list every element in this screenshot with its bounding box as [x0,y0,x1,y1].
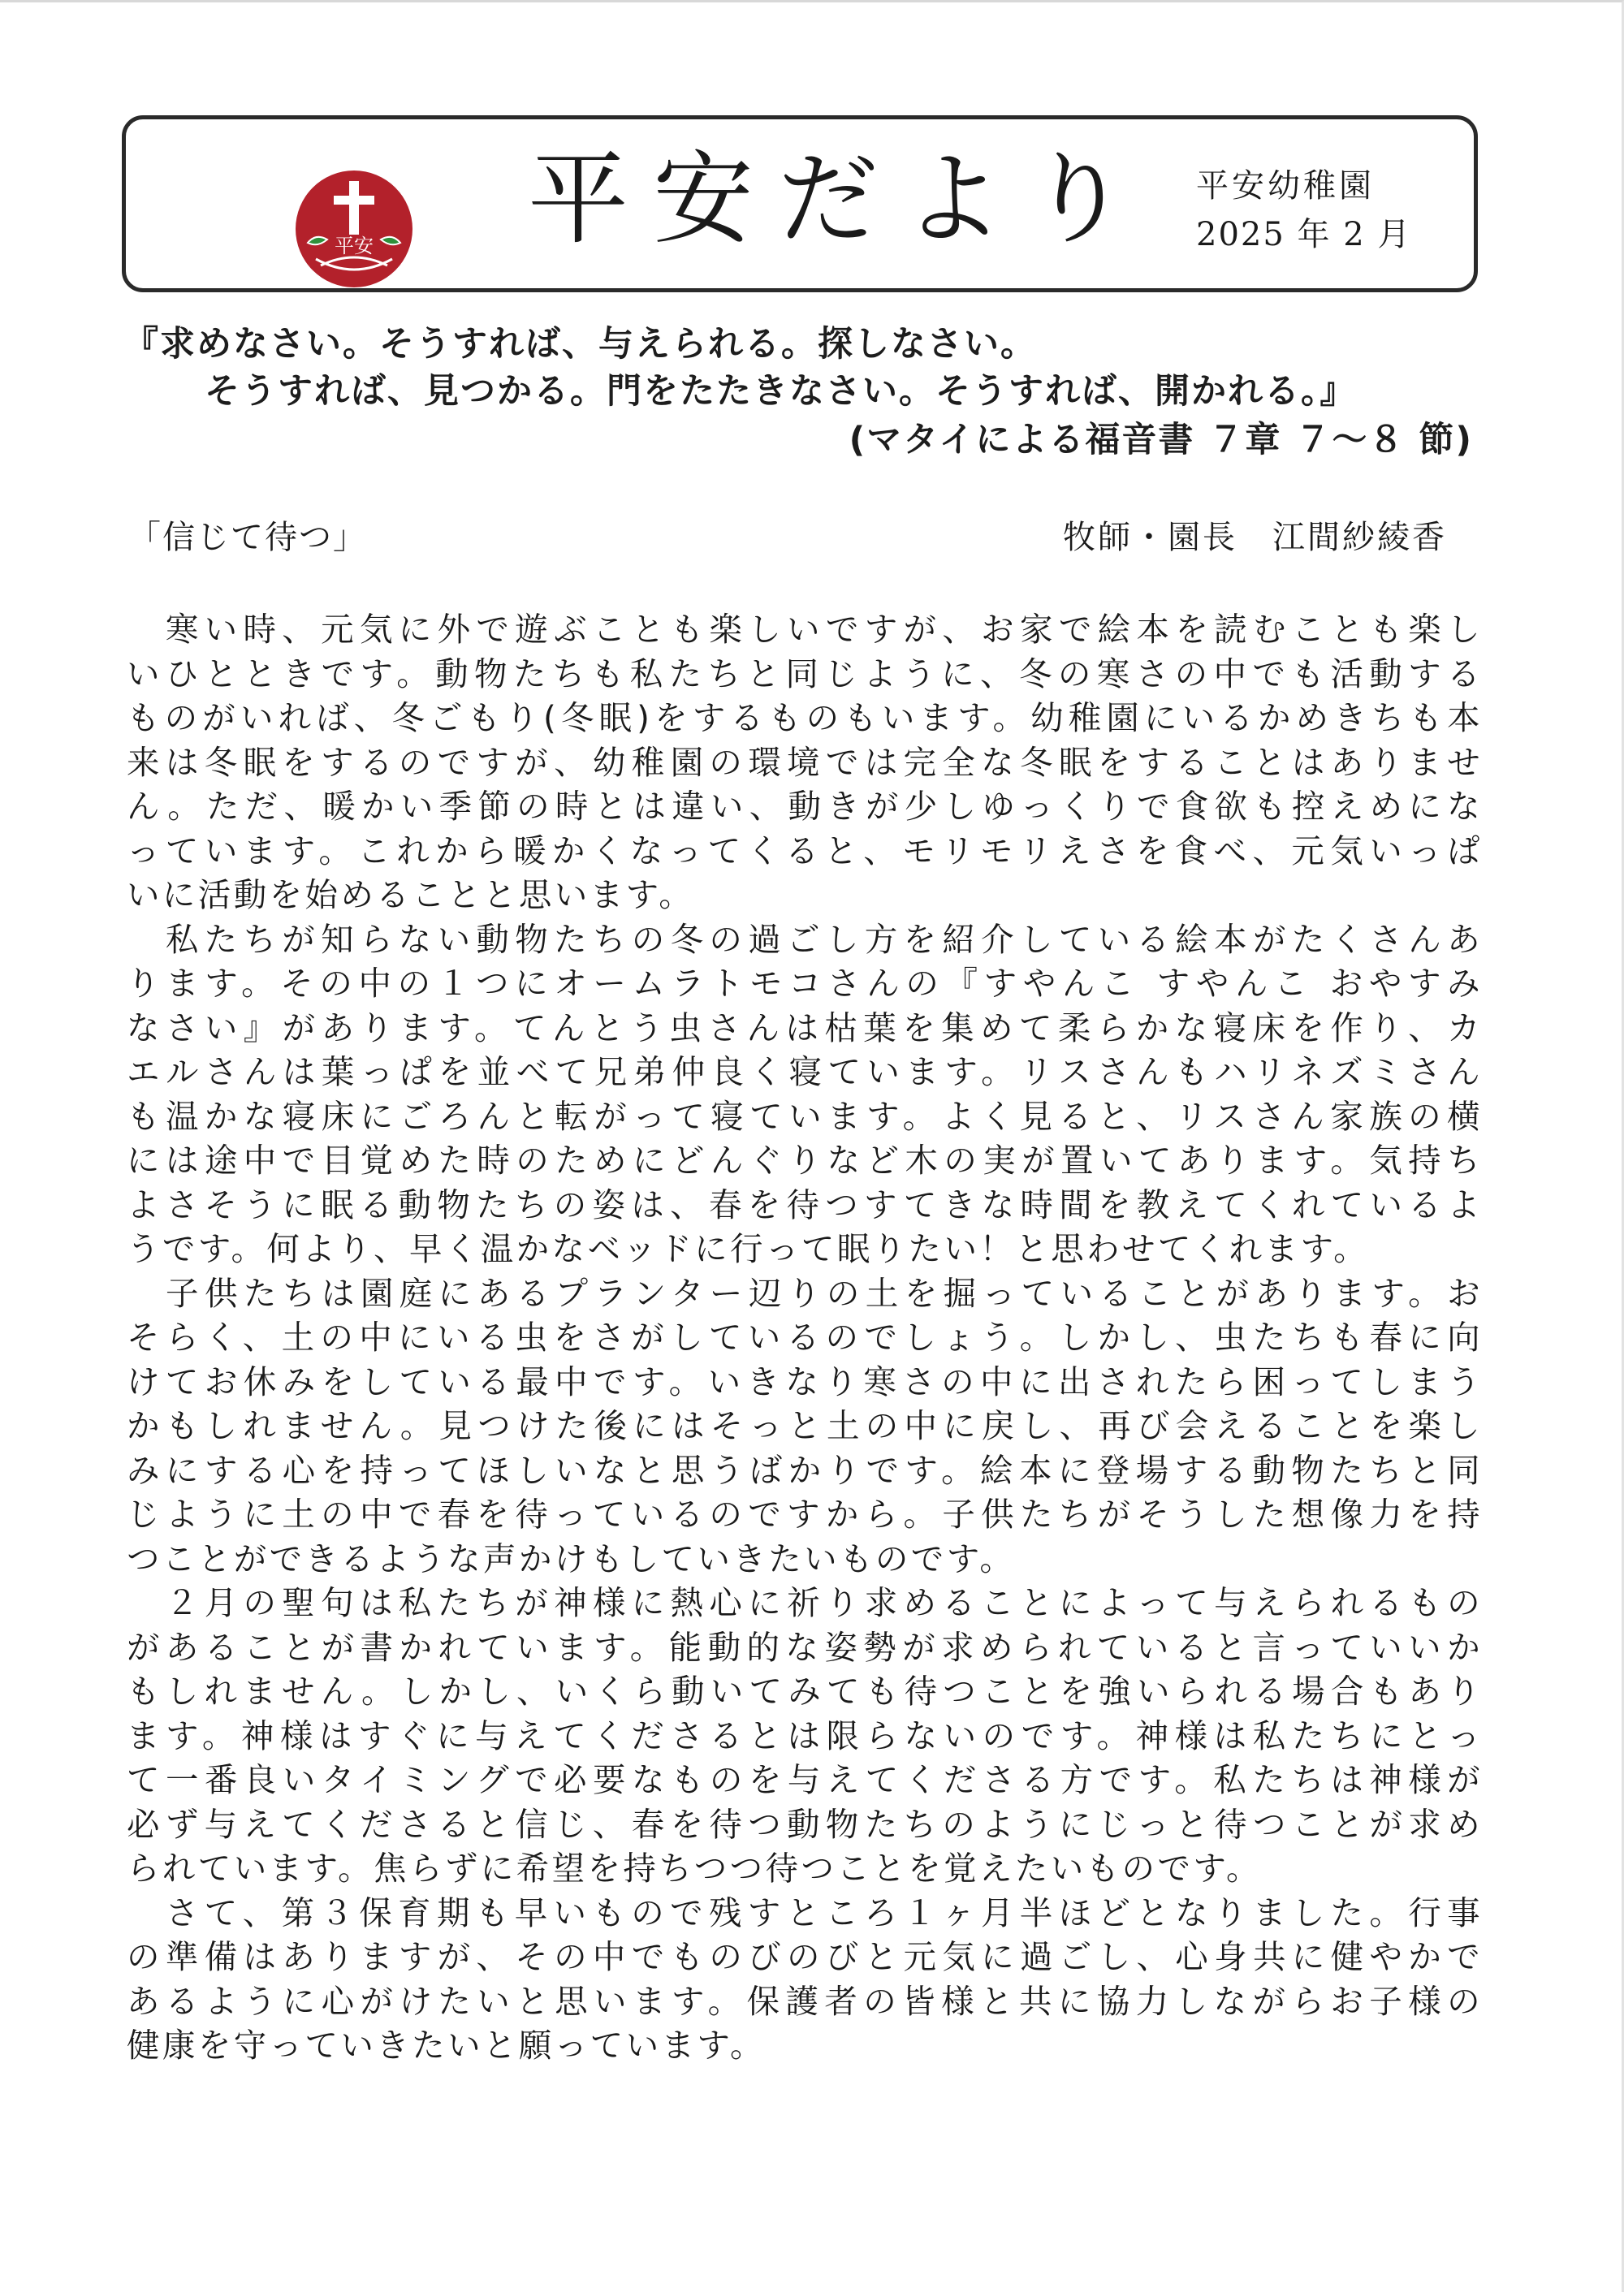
article-line: つことができるような声かけもしていきたいものです。 [127,1539,1016,1578]
newsletter-header [122,115,1478,292]
article-line: よさそうに眠る動物たちの姿は、春を待つすてきな時間を教えてくれているよ [127,1185,1483,1224]
scripture-reference: (マタイによる福音書 ７章 ７～８ 節) [849,420,1473,460]
article-line: ります。その中の１つにオームラトモコさんの『すやんこ すやんこ おやすみ [127,964,1483,1003]
logo-text: 平安 [335,235,374,257]
article-line: うです。何より、早く温かなベッドに行って眠りたい！と思わせてくれます。 [127,1229,1370,1268]
newsletter-title: 平安だより [527,141,1153,258]
article-line: けてお休みをしている最中です。いきなり寒さの中に出されたら困ってしまう [127,1362,1483,1401]
article-line: られています。焦らずに希望を持ちつつ待つことを覚えたいものです。 [127,1849,1262,1888]
article-author: 牧師・園長 江間紗綾香 [1063,519,1447,556]
article-line: の準備はありますが、その中でものびのびと元気に過ごし、心身共に健やかで [127,1937,1483,1976]
article-line: いひとときです。動物たちも私たちと同じように、冬の寒さの中でも活動する [127,654,1483,693]
article-body [127,607,1483,2068]
article-line: 私たちが知らない動物たちの冬の過ごし方を紹介している絵本がたくさんあ [127,919,1483,959]
article-line: 来は冬眠をするのですが、幼稚園の環境では完全な冬眠をすることはありませ [127,742,1483,782]
scripture-line-2: そうすれば、見つかる。門をたたきなさい。そうすれば、開かれる。』 [205,371,1357,412]
article-line: っています。これから暖かくなってくると、モリモリえさを食べ、元気いっぱ [127,831,1483,870]
school-name: 平安幼稚園 [1196,167,1375,205]
scripture-line-1: 『求めなさい。そうすれば、与えられる。探しなさい。 [123,324,1037,365]
article-line: ます。神様はすぐに与えてくださるとは限らないのです。神様は私たちにとっ [127,1716,1483,1755]
article-line: ものがいれば、冬ごもり(冬眠)をするものもいます。幼稚園にいるかめきちも本 [127,698,1483,737]
issue-date: 2025 年 2 月 [1196,216,1412,253]
article-line: ん。ただ、暖かい季節の時とは違い、動きが少しゆっくりで食欲も控えめにな [127,787,1483,826]
article-line: あるように心がけたいと思います。保護者の皆様と共に協力しながらお子様の [127,1981,1483,2021]
article-line: 子供たちは園庭にあるプランター辺りの土を掘っていることがあります。お [127,1273,1483,1313]
article-line: があることが書かれています。能動的な姿勢が求められていると言っていいか [127,1627,1483,1667]
article-line: ２月の聖句は私たちが神様に熱心に祈り求めることによって与えられるもの [127,1583,1483,1622]
article-line: いに活動を始めることと思います。 [127,875,695,914]
school-logo [293,168,415,290]
article-line: 健康を守っていきたいと願っています。 [127,2026,766,2065]
article-line: そらく、土の中にいる虫をさがしているのでしょう。しかし、虫たちも春に向 [127,1318,1483,1357]
article-line: には途中で目覚めた時のためにどんぐりなど木の実が置いてあります。気持ち [127,1141,1483,1180]
article-line: さて、第３保育期も早いもので残すところ１ヶ月半ほどとなりました。行事 [127,1893,1483,1932]
article-line: なさい』があります。てんとう虫さんは枯葉を集めて柔らかな寝床を作り、カ [127,1008,1483,1047]
article-line: もしれません。しかし、いくら動いてみても待つことを強いられる場合もあり [127,1672,1483,1711]
article-line: みにする心を持ってほしいなと思うばかりです。絵本に登場する動物たちと同 [127,1450,1483,1490]
article-line: じように土の中で春を待っているのですから。子供たちがそうした想像力を持 [127,1495,1483,1534]
article-title: 「信じて待つ」 [128,519,367,556]
article-line: も温かな寝床にごろんと転がって寝ています。よく見ると、リスさん家族の横 [127,1096,1483,1136]
article-line: 必ず与えてくださると信じ、春を待つ動物たちのようにじっと待つことが求め [127,1804,1483,1844]
article-line: エルさんは葉っぱを並べて兄弟仲良く寝ています。リスさんもハリネズミさん [127,1052,1483,1091]
article-line: かもしれません。見つけた後にはそっと土の中に戻し、再び会えることを楽し [127,1406,1483,1445]
cross-emblem-icon [293,168,415,290]
article-line: て一番良いタイミングで必要なものを与えてくださる方です。私たちは神様が [127,1760,1483,1799]
article-line: 寒い時、元気に外で遊ぶことも楽しいですが、お家で絵本を読むことも楽し [127,610,1483,649]
